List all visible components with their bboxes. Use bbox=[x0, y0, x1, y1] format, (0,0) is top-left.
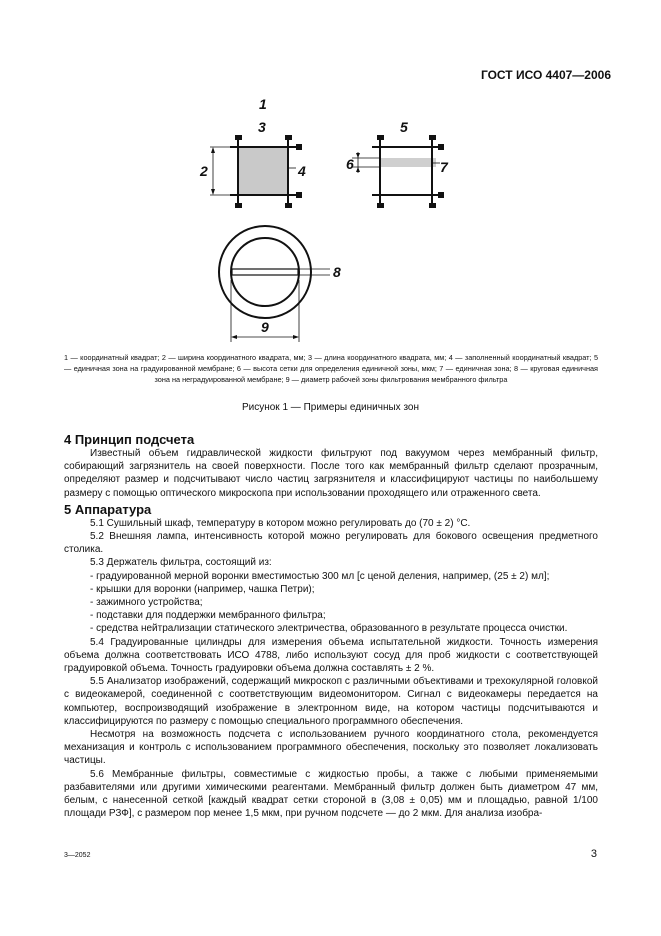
figure-legend: 1 — координатный квадрат; 2 — ширина координатного квадрата, мм; 3 — длина координатного квадрата, мм; 4 — заполненный координатный квадрат; 5 — единичная зона на градуированной мембране; 6 — высота сетки для определения единичной зоны, мкм; 7 — единичная зона; 8 — круговая единичная зона на неградуированной мембране; 9 — диаметр рабочей зоны фильтрования мембранного фильтра bbox=[64, 353, 598, 384]
label-1: 1 bbox=[259, 96, 267, 112]
unit-areas-figure bbox=[0, 0, 661, 350]
list-item: - крышки для воронки (например, чашка Петри); bbox=[90, 583, 315, 595]
list-item: - подставки для поддержки мембранного фильтра; bbox=[90, 610, 326, 622]
figure-caption: Рисунок 1 — Примеры единичных зон bbox=[241, 402, 420, 413]
grid-diagram-right bbox=[346, 119, 449, 208]
circular-filter-diagram bbox=[219, 226, 341, 342]
label-9: 9 bbox=[261, 319, 269, 335]
label-6: 6 bbox=[346, 156, 354, 172]
document-header: ГОСТ ИСО 4407—2006 bbox=[480, 68, 611, 82]
paragraph-5-5: 5.5 Анализатор изображений, содержащий микроскоп с различными объективами и трехокулярной головкой с видеокамерой, соединенной с соответствующим видеомонитором. Сигнал с видеокамеры передается на компьютер, воспроизводящий изображение в электронном виде, на котором частицы подсчитываются и классифицируются по размеру с помощью специального программного обеспечения. bbox=[64, 676, 598, 727]
grid-diagram-left bbox=[199, 96, 306, 208]
page-number: 3 bbox=[590, 848, 597, 860]
circular-unit-area bbox=[232, 269, 298, 275]
label-8: 8 bbox=[333, 264, 341, 280]
label-5: 5 bbox=[400, 119, 408, 135]
paragraph-5-6: 5.6 Мембранные фильтры, совместимые с жидкостью пробы, а также с любыми применяемыми разбавителями или другими химическими реагентами. Мембранный фильтр должен быть диаметром 47 мм, белым, с нанесенной сеткой [каждый квадрат сетки стороной в (3,08 ± 0,05) мм и площадью, равной 1/100 площади РЗФ], с размером пор менее 1,5 мкм, при ручном подсчете — до 2 мкм. Для анализа изобра- bbox=[64, 768, 598, 820]
unit-area-strip bbox=[380, 158, 436, 167]
paragraph-5-4: 5.4 Градуированные цилиндры для измерения объема испытательной жидкости. Точность измерения объема должна соответствовать ИСО 4788, либо используют сосуд для проб жидкости с соответствующей градуировкой объема. Точность градуировки объема должна составлять ± 2 %. bbox=[64, 636, 598, 675]
label-2: 2 bbox=[200, 163, 208, 179]
label-3: 3 bbox=[258, 119, 266, 135]
label-7: 7 bbox=[440, 159, 448, 175]
paragraph-5-1: 5.1 Сушильный шкаф, температуру в котором можно регулировать до (70 ± 2) °С. bbox=[90, 517, 471, 529]
document-body bbox=[64, 432, 598, 820]
paragraph-5-3: 5.3 Держатель фильтра, состоящий из: bbox=[90, 557, 272, 569]
section-5-heading: 5 Аппаратура bbox=[64, 501, 152, 517]
footer-code: 3—2052 bbox=[64, 852, 91, 859]
list-item: - зажимного устройства; bbox=[90, 597, 203, 609]
section-4-heading: 4 Принцип подсчета bbox=[64, 432, 195, 447]
filled-grid-square bbox=[238, 147, 288, 195]
paragraph-5-2: 5.2 Внешняя лампа, интенсивность которой можно регулировать для бокового освещения предметного столика. bbox=[64, 531, 598, 556]
list-item: - градуированной мерной воронки вместимостью 300 мл [с ценой деления, например, (25 ± 2) мл]; bbox=[90, 570, 550, 582]
section-4-text: Известный объем гидравлической жидкости фильтруют под вакуумом через мембранный фильтр, собирающий загрязнитель на своей поверхности. После того как мембранный фильтр сделают прозрачным, определяют размер и подсчитывают число частиц загрязнителя и классифицируют частицы по наибольшему размеру с помощью оптического микроскопа при использовании проходящего или отраженного света. bbox=[64, 448, 598, 499]
list-item: - средства нейтрализации статического электричества, образованного в результате процесса очистки. bbox=[90, 623, 568, 635]
paragraph-5-5-note: Несмотря на возможность подсчета с использованием ручного координатного стола, рекомендуется механизация и контроль с использованием программного обеспечения, поскольку это позволяет локализовать частицы. bbox=[64, 729, 598, 767]
label-4: 4 bbox=[298, 163, 306, 179]
